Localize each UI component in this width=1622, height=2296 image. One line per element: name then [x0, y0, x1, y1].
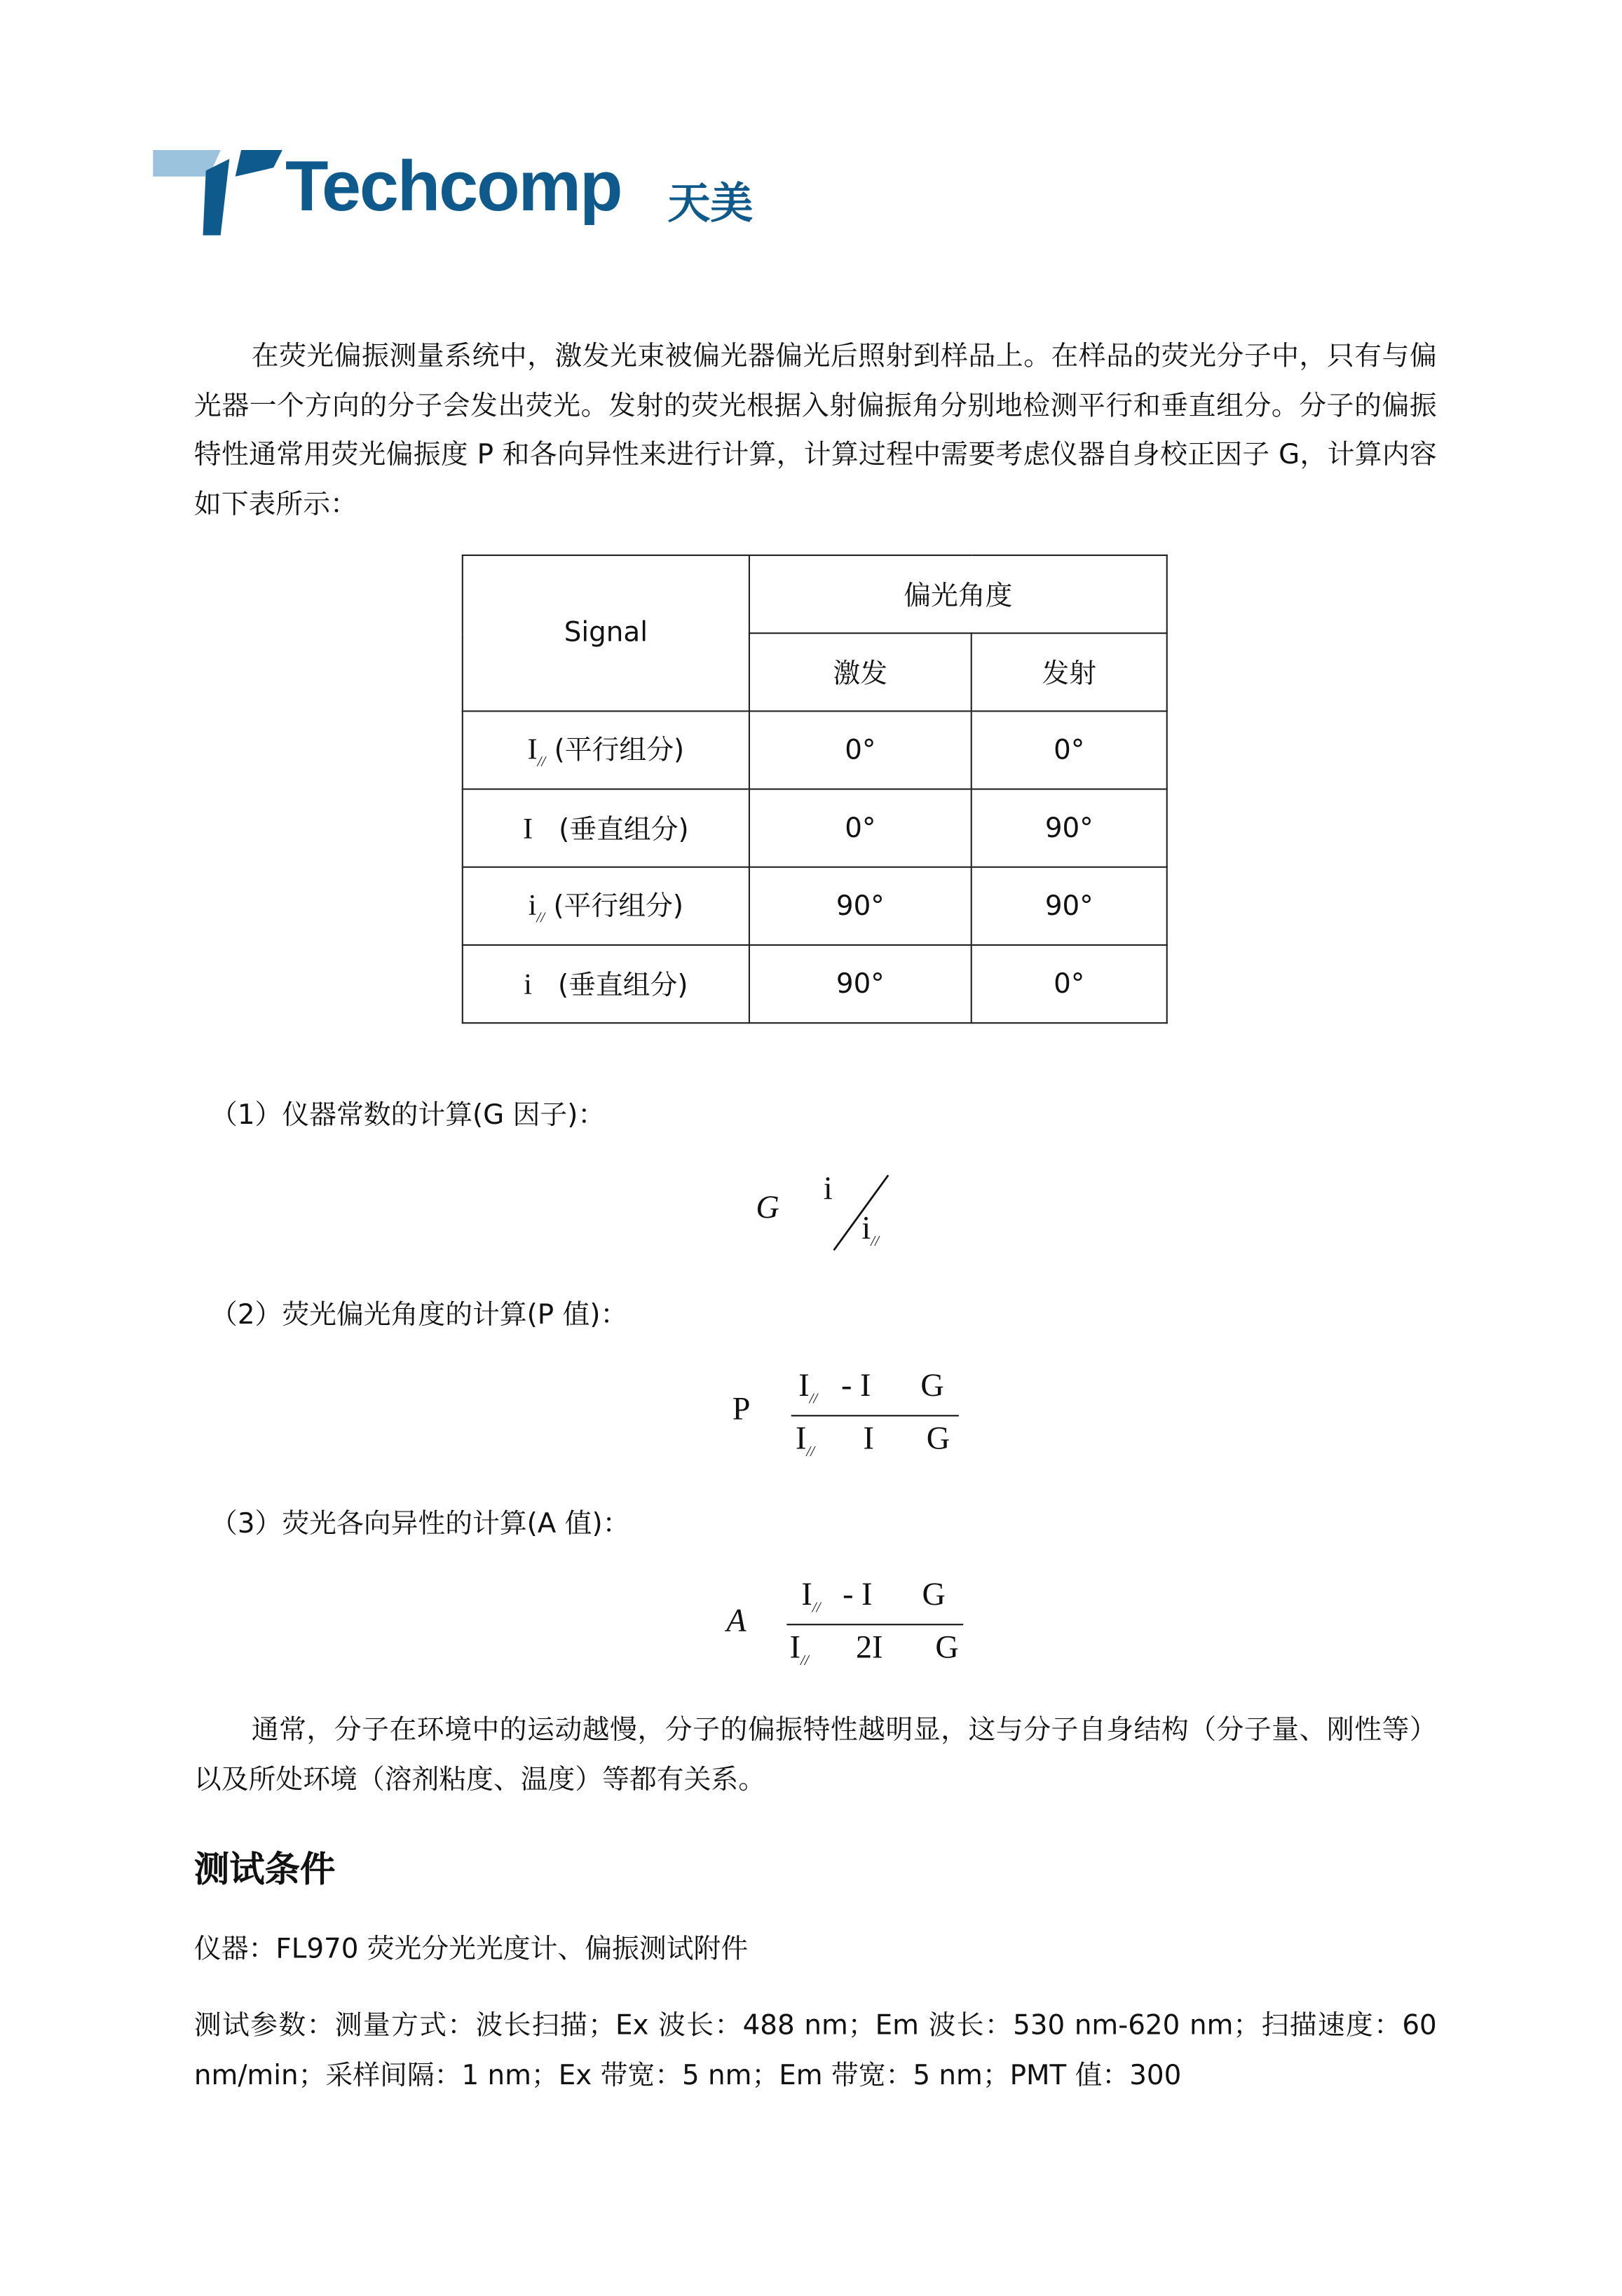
a-value-label: （3）荧光各向异性的计算(A 值)：: [210, 1509, 630, 1540]
signal-cell: $i_{//}$ (平行组分): [463, 867, 749, 945]
intro-paragraph: 在荧光偏振测量系统中，激发光束被偏光器偏光后照射到样品上。在样品的荧光分子中，只有与偏光器一个方向的分子会发出荧光。发射的荧光根据入射偏振角分别地检测平行和垂直组分。分子的偏振特性通常用荧光偏振度 P 和各向异性来进行计算，计算过程中需要考虑仪器自身校正因子 G，计算内容如下表所示：: [193, 341, 1437, 520]
header-excitation: 激发: [749, 633, 972, 711]
excitation-angle: 0°: [749, 711, 972, 789]
table-row: [463, 945, 1167, 1023]
table-row: [463, 711, 1167, 789]
g-factor-label: （1）仪器常数的计算(G 因子)：: [210, 1100, 606, 1132]
excitation-angle: 90°: [749, 945, 972, 1023]
signal-cell: I (垂直组分): [463, 789, 749, 867]
header-angle: 偏光角度: [749, 555, 1167, 633]
header-emission: 发射: [972, 633, 1167, 711]
p-value-label: （2）荧光偏光角度的计算(P 值)：: [210, 1300, 628, 1331]
instrument-line: 仪器：FL970 荧光分光光度计、偏振测试附件: [193, 1934, 749, 1965]
logo-mark-icon: [153, 150, 288, 241]
signal-cell: $I_{//}$ (平行组分): [463, 711, 749, 789]
emission-angle: 0°: [972, 945, 1167, 1023]
table-row: [463, 789, 1167, 867]
polarization-table: [462, 555, 1168, 1024]
emission-angle: 0°: [972, 711, 1167, 789]
fraction-bar: [791, 1415, 959, 1417]
fraction-slash: [826, 1172, 894, 1254]
outro-paragraph: 通常，分子在环境中的运动越慢，分子的偏振特性越明显，这与分子自身结构（分子量、刚性等）以及所处环境（溶剂粘度、温度）等都有关系。: [193, 1715, 1437, 1795]
table-row: [463, 867, 1167, 945]
test-parameters: 测试参数：测量方式：波长扫描；Ex 波长：488 nm；Em 波长：530 nm-620 nm；扫描速度：60 nm/min；采样间隔：1 nm；Ex 带宽：5 nm；Em 带宽：5 nm；PMT 值：300: [193, 2010, 1437, 2091]
excitation-angle: 0°: [749, 789, 972, 867]
excitation-angle: 90°: [749, 867, 972, 945]
logo-chinese-name: 天美: [667, 177, 754, 229]
emission-angle: 90°: [972, 789, 1167, 867]
techcomp-logo: [153, 150, 785, 241]
fraction-bar: [786, 1624, 963, 1626]
document-page: Techcomp 天美 在荧光偏振测量系统中，激发光束被偏光器偏光后照射到样品上。在样品的荧光分子中，只有与偏光器一个方向的分子会发出荧光。发射的荧光根据入射偏振角分别地检测平行和垂直组分。分子的偏振特性通常用荧光偏振度 P 和各向异性来进行计算，计算过程中需要考虑仪器自身校正因子 G，计算内容如下表所示： Signal 偏光角度 激发 发射 $I_{//}$ (平行组分) 0° 0° I (垂直组分) 0° 90° $i_{//}$ (平行组分) 90° 90° i (垂直组分) 90° 0° （1）仪器常数的计算(G 因子)： G i $i_{//}$ （2）荧光偏光角度的计算(P 值)： P $I_{//}$ - I G $I_{//}$ I G （3）荧光各向异性的计算(A 值)： A $I_{//}$ - I G $I_{//}$ 2I G 通常，分子在环境中的运动越慢，分子的偏振特性越明显，这与分子自身结构（分子量、刚性等）以及所处环境（溶剂粘度、温度）等都有关系。 测试条件 仪器：FL970 荧光分光光度计、偏振测试附件 测试参数：测量方式：波长扫描；Ex 波长：488 nm；Em 波长：530 nm-620 nm；扫描速度：60 nm/min；采样间隔：1 nm；Ex 带宽：5 nm；Em 带宽：5 nm；PMT 值：300: [0, 0, 1622, 2296]
signal-cell: i (垂直组分): [463, 945, 749, 1023]
section-heading: 测试条件: [193, 1849, 336, 1890]
header-signal: Signal: [463, 555, 749, 711]
emission-angle: 90°: [972, 867, 1167, 945]
logo-wordmark: Techcomp: [285, 148, 622, 227]
